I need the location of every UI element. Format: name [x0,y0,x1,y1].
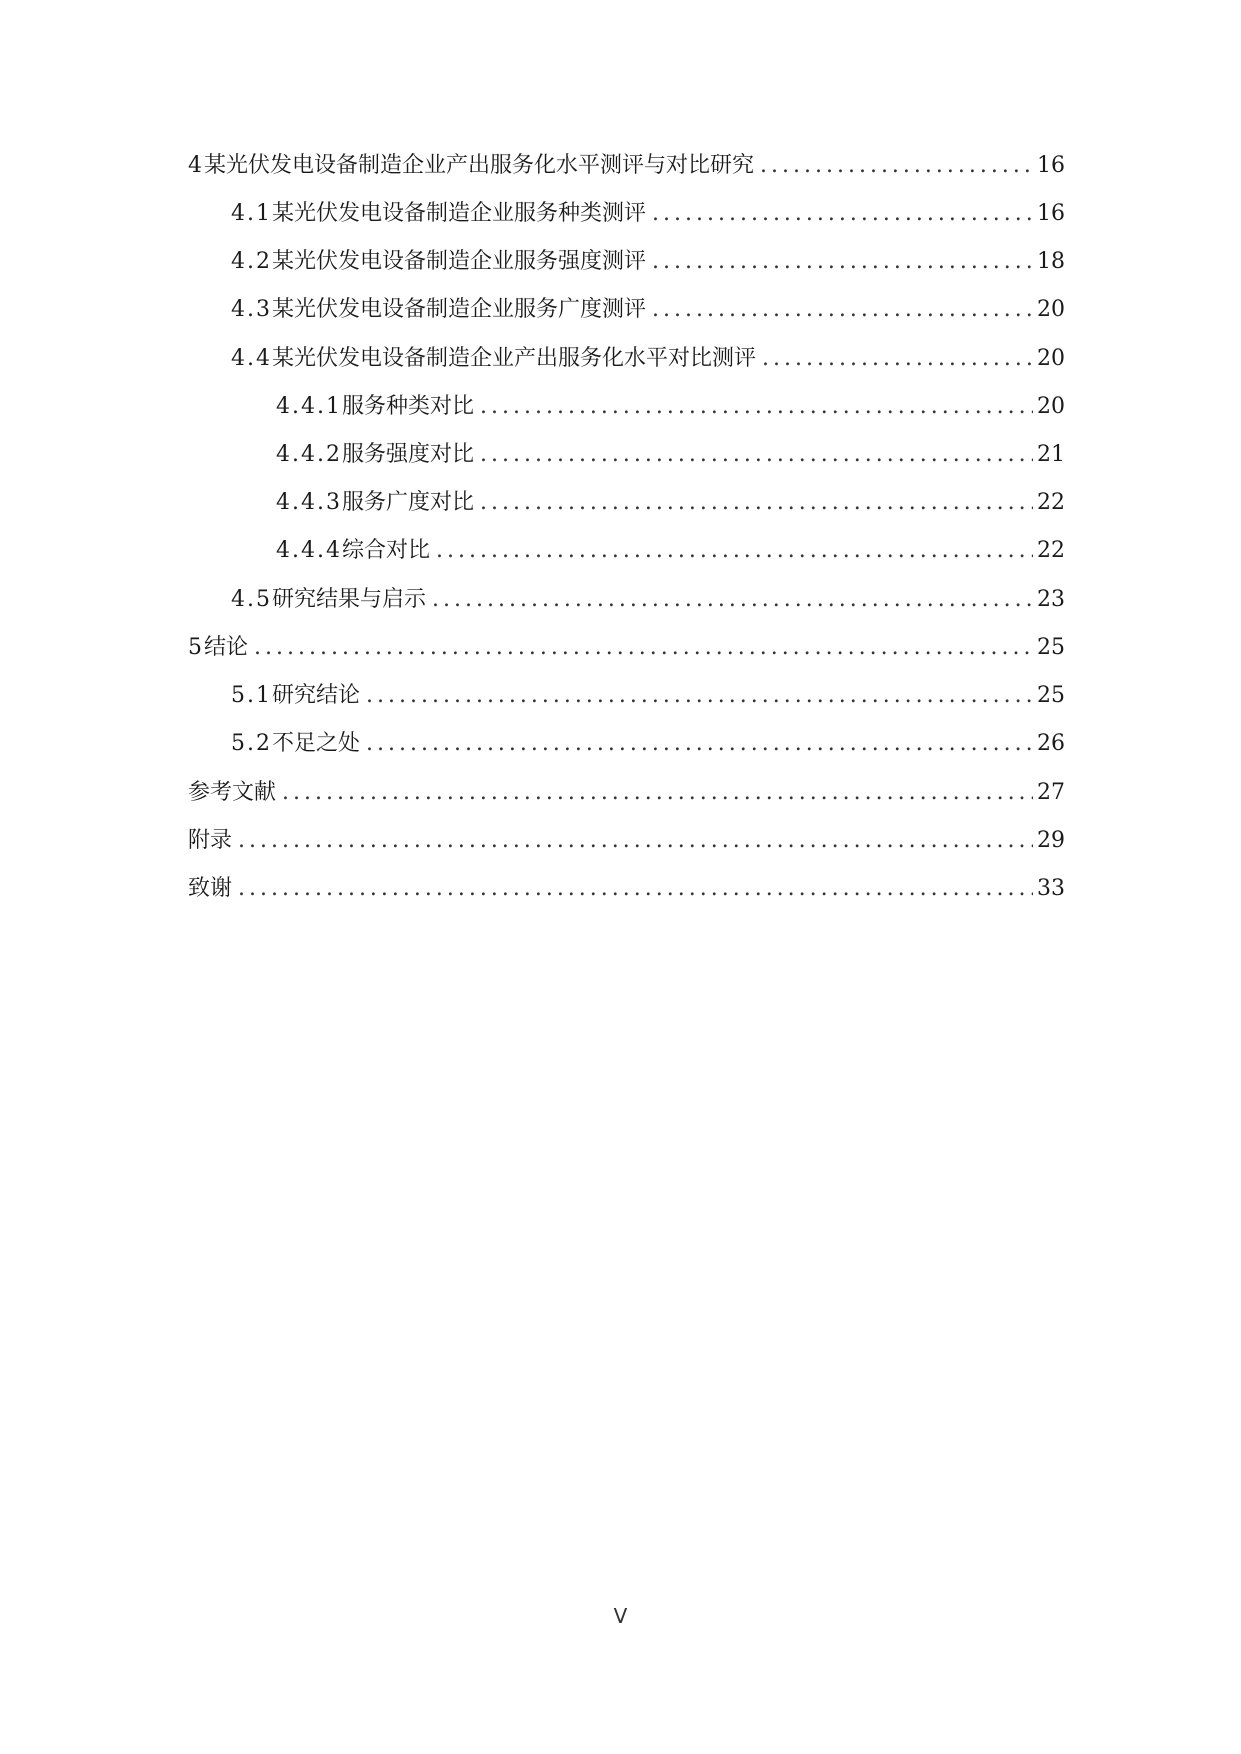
toc-number: 5.2 [231,731,272,756]
toc-number: 4.3 [231,297,272,322]
toc-title: 结论 [204,635,249,660]
toc-title: 参考文献 [188,780,277,805]
toc-page-number: 20 [1037,346,1065,371]
dot-leader [432,580,1033,620]
toc-title: 某光伏发电设备制造企业服务广度测评 [272,297,647,322]
toc-page-number: 29 [1037,828,1065,853]
toc-title: 某光伏发电设备制造企业产出服务化水平对比测评 [272,346,757,371]
toc-page-number: 18 [1037,249,1065,274]
toc-title: 某光伏发电设备制造企业产出服务化水平测评与对比研究 [204,153,755,178]
toc-number: 4.2 [231,249,272,274]
toc-page-number: 25 [1037,635,1065,660]
toc-entry-4-4-4[interactable] [0,531,1241,571]
toc-page-number: 26 [1037,731,1065,756]
toc-title: 某光伏发电设备制造企业服务强度测评 [272,249,647,274]
toc-title: 附录 [188,828,233,853]
toc-entry-references[interactable] [0,773,1241,813]
toc-title: 服务广度对比 [341,490,474,515]
toc-title: 某光伏发电设备制造企业服务种类测评 [272,201,647,226]
toc-page-number: 20 [1037,394,1065,419]
dot-leader [238,821,1033,861]
toc-title: 综合对比 [341,538,430,563]
toc-entry-4-1[interactable] [0,194,1241,234]
toc-number: 4.4.3 [276,490,342,515]
toc-number: 4.4.1 [276,394,342,419]
toc-number: 5.1 [231,683,272,708]
toc-page-number: 21 [1037,442,1065,467]
footer-page-number: V [613,1604,628,1628]
dot-leader [652,194,1033,234]
toc-page-number: 22 [1037,490,1065,515]
toc-entry-appendix[interactable] [0,821,1241,861]
toc-number: 4.4.2 [276,442,342,467]
toc-entry-4[interactable] [0,146,1241,186]
toc-number: 5 [188,635,204,660]
dot-leader [652,242,1033,282]
toc-entry-4-4-3[interactable] [0,483,1241,523]
dot-leader [480,387,1033,427]
toc-entry-4-5[interactable] [0,580,1241,620]
dot-leader [480,435,1033,475]
toc-title: 服务强度对比 [341,442,474,467]
toc-page-number: 16 [1037,201,1065,226]
toc-page-number: 20 [1037,297,1065,322]
dot-leader [480,483,1033,523]
toc-page-number: 16 [1037,153,1065,178]
toc-entry-4-4-2[interactable] [0,435,1241,475]
toc-title: 服务种类对比 [341,394,474,419]
toc-number: 4.5 [231,587,272,612]
dot-leader [238,869,1033,909]
toc-entry-acknowledgements[interactable] [0,869,1241,909]
toc-entry-4-3[interactable] [0,290,1241,330]
toc-page-number: 22 [1037,538,1065,563]
toc-entry-5[interactable] [0,628,1241,668]
toc-entry-4-2[interactable] [0,242,1241,282]
dot-leader [762,339,1033,379]
toc-title: 不足之处 [272,731,361,756]
dot-leader [366,724,1033,764]
toc-number: 4.1 [231,201,272,226]
toc-page-number: 23 [1037,587,1065,612]
toc-title: 研究结论 [272,683,361,708]
dot-leader [366,676,1033,716]
toc-title: 研究结果与启示 [272,587,427,612]
toc-page-number: 27 [1037,780,1065,805]
dot-leader [760,146,1033,186]
toc-number: 4 [188,153,204,178]
toc-title: 致谢 [188,876,233,901]
toc-page-number: 25 [1037,683,1065,708]
toc-entry-4-4-1[interactable] [0,387,1241,427]
toc-number: 4.4 [231,346,272,371]
dot-leader [254,628,1033,668]
toc-page-number: 33 [1037,876,1065,901]
toc-entry-5-1[interactable] [0,676,1241,716]
dot-leader [652,290,1033,330]
toc-entry-5-2[interactable] [0,724,1241,764]
toc-number: 4.4.4 [276,538,342,563]
dot-leader [436,531,1033,571]
dot-leader [282,773,1033,813]
toc-entry-4-4[interactable] [0,339,1241,379]
